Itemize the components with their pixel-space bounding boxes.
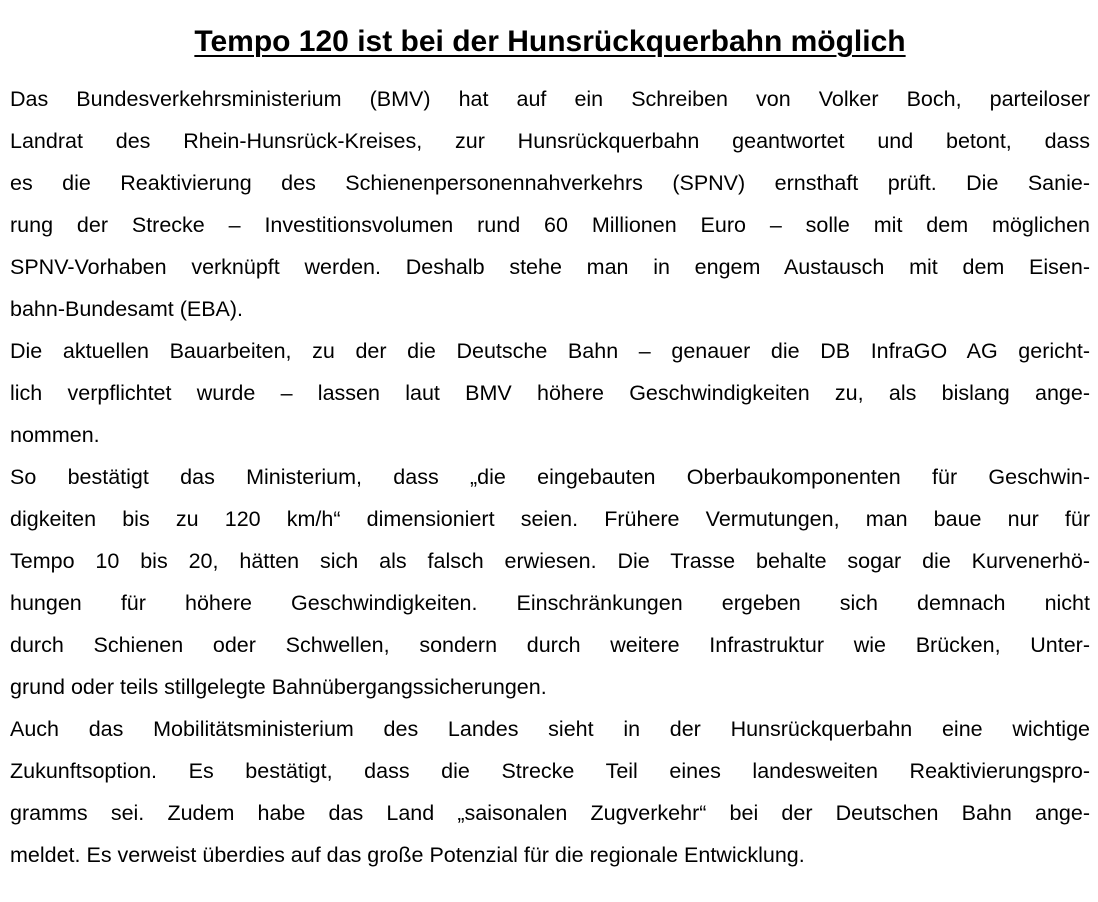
- text-line: SPNV-Vorhaben verknüpft werden. Deshalb stehe man in engem Austausch mit dem Eisen-: [10, 255, 1090, 279]
- text-line: lich verpflichtet wurde – lassen laut BMV höhere Geschwindigkeiten zu, als bislang ange-: [10, 381, 1090, 405]
- document: [10, 22, 1090, 876]
- text-line: Landrat des Rhein-Hunsrück-Kreises, zur Hunsrückquerbahn geantwortet und betont, dass: [10, 129, 1090, 153]
- text-line: So bestätigt das Ministerium, dass „die eingebauten Oberbaukomponenten für Geschwin-: [10, 465, 1090, 489]
- paragraph-4: [10, 708, 1090, 876]
- paragraph-3: [10, 456, 1090, 708]
- text-line: digkeiten bis zu 120 km/h“ dimensioniert seien. Frühere Vermutungen, man baue nur für: [10, 507, 1090, 531]
- text-line: gramms sei. Zudem habe das Land „saisonalen Zugverkehr“ bei der Deutschen Bahn ange-: [10, 801, 1090, 825]
- text-line: Auch das Mobilitätsministerium des Landes sieht in der Hunsrückquerbahn eine wichtige: [10, 717, 1090, 741]
- text-line: grund oder teils stillgelegte Bahnübergangssicherungen.: [10, 675, 547, 699]
- text-line: Die aktuellen Bauarbeiten, zu der die Deutsche Bahn – genauer die DB InfraGO AG gericht-: [10, 339, 1090, 363]
- text-line: hungen für höhere Geschwindigkeiten. Einschränkungen ergeben sich demnach nicht: [10, 591, 1090, 615]
- paragraph-2: [10, 330, 1090, 456]
- text-line: Das Bundesverkehrsministerium (BMV) hat auf ein Schreiben von Volker Boch, parteiloser: [10, 87, 1090, 111]
- text-line: rung der Strecke – Investitionsvolumen rund 60 Millionen Euro – solle mit dem möglichen: [10, 213, 1090, 237]
- text-line: es die Reaktivierung des Schienenpersonennahverkehrs (SPNV) ernsthaft prüft. Die Sanie-: [10, 171, 1090, 195]
- text-line: bahn-Bundesamt (EBA).: [10, 297, 244, 321]
- text-line: nommen.: [10, 423, 100, 447]
- text-line: Zukunftsoption. Es bestätigt, dass die Strecke Teil eines landesweiten Reaktivierungspro-: [10, 759, 1090, 783]
- paragraph-1: [10, 78, 1090, 330]
- page-title: Tempo 120 ist bei der Hunsrückquerbahn möglich: [194, 25, 906, 58]
- text-line: durch Schienen oder Schwellen, sondern durch weitere Infrastruktur wie Brücken, Unter-: [10, 633, 1090, 657]
- text-line: Tempo 10 bis 20, hätten sich als falsch erwiesen. Die Trasse behalte sogar die Kurvenerhö-: [10, 549, 1090, 573]
- text-line: meldet. Es verweist überdies auf das große Potenzial für die regionale Entwicklung.: [10, 843, 805, 867]
